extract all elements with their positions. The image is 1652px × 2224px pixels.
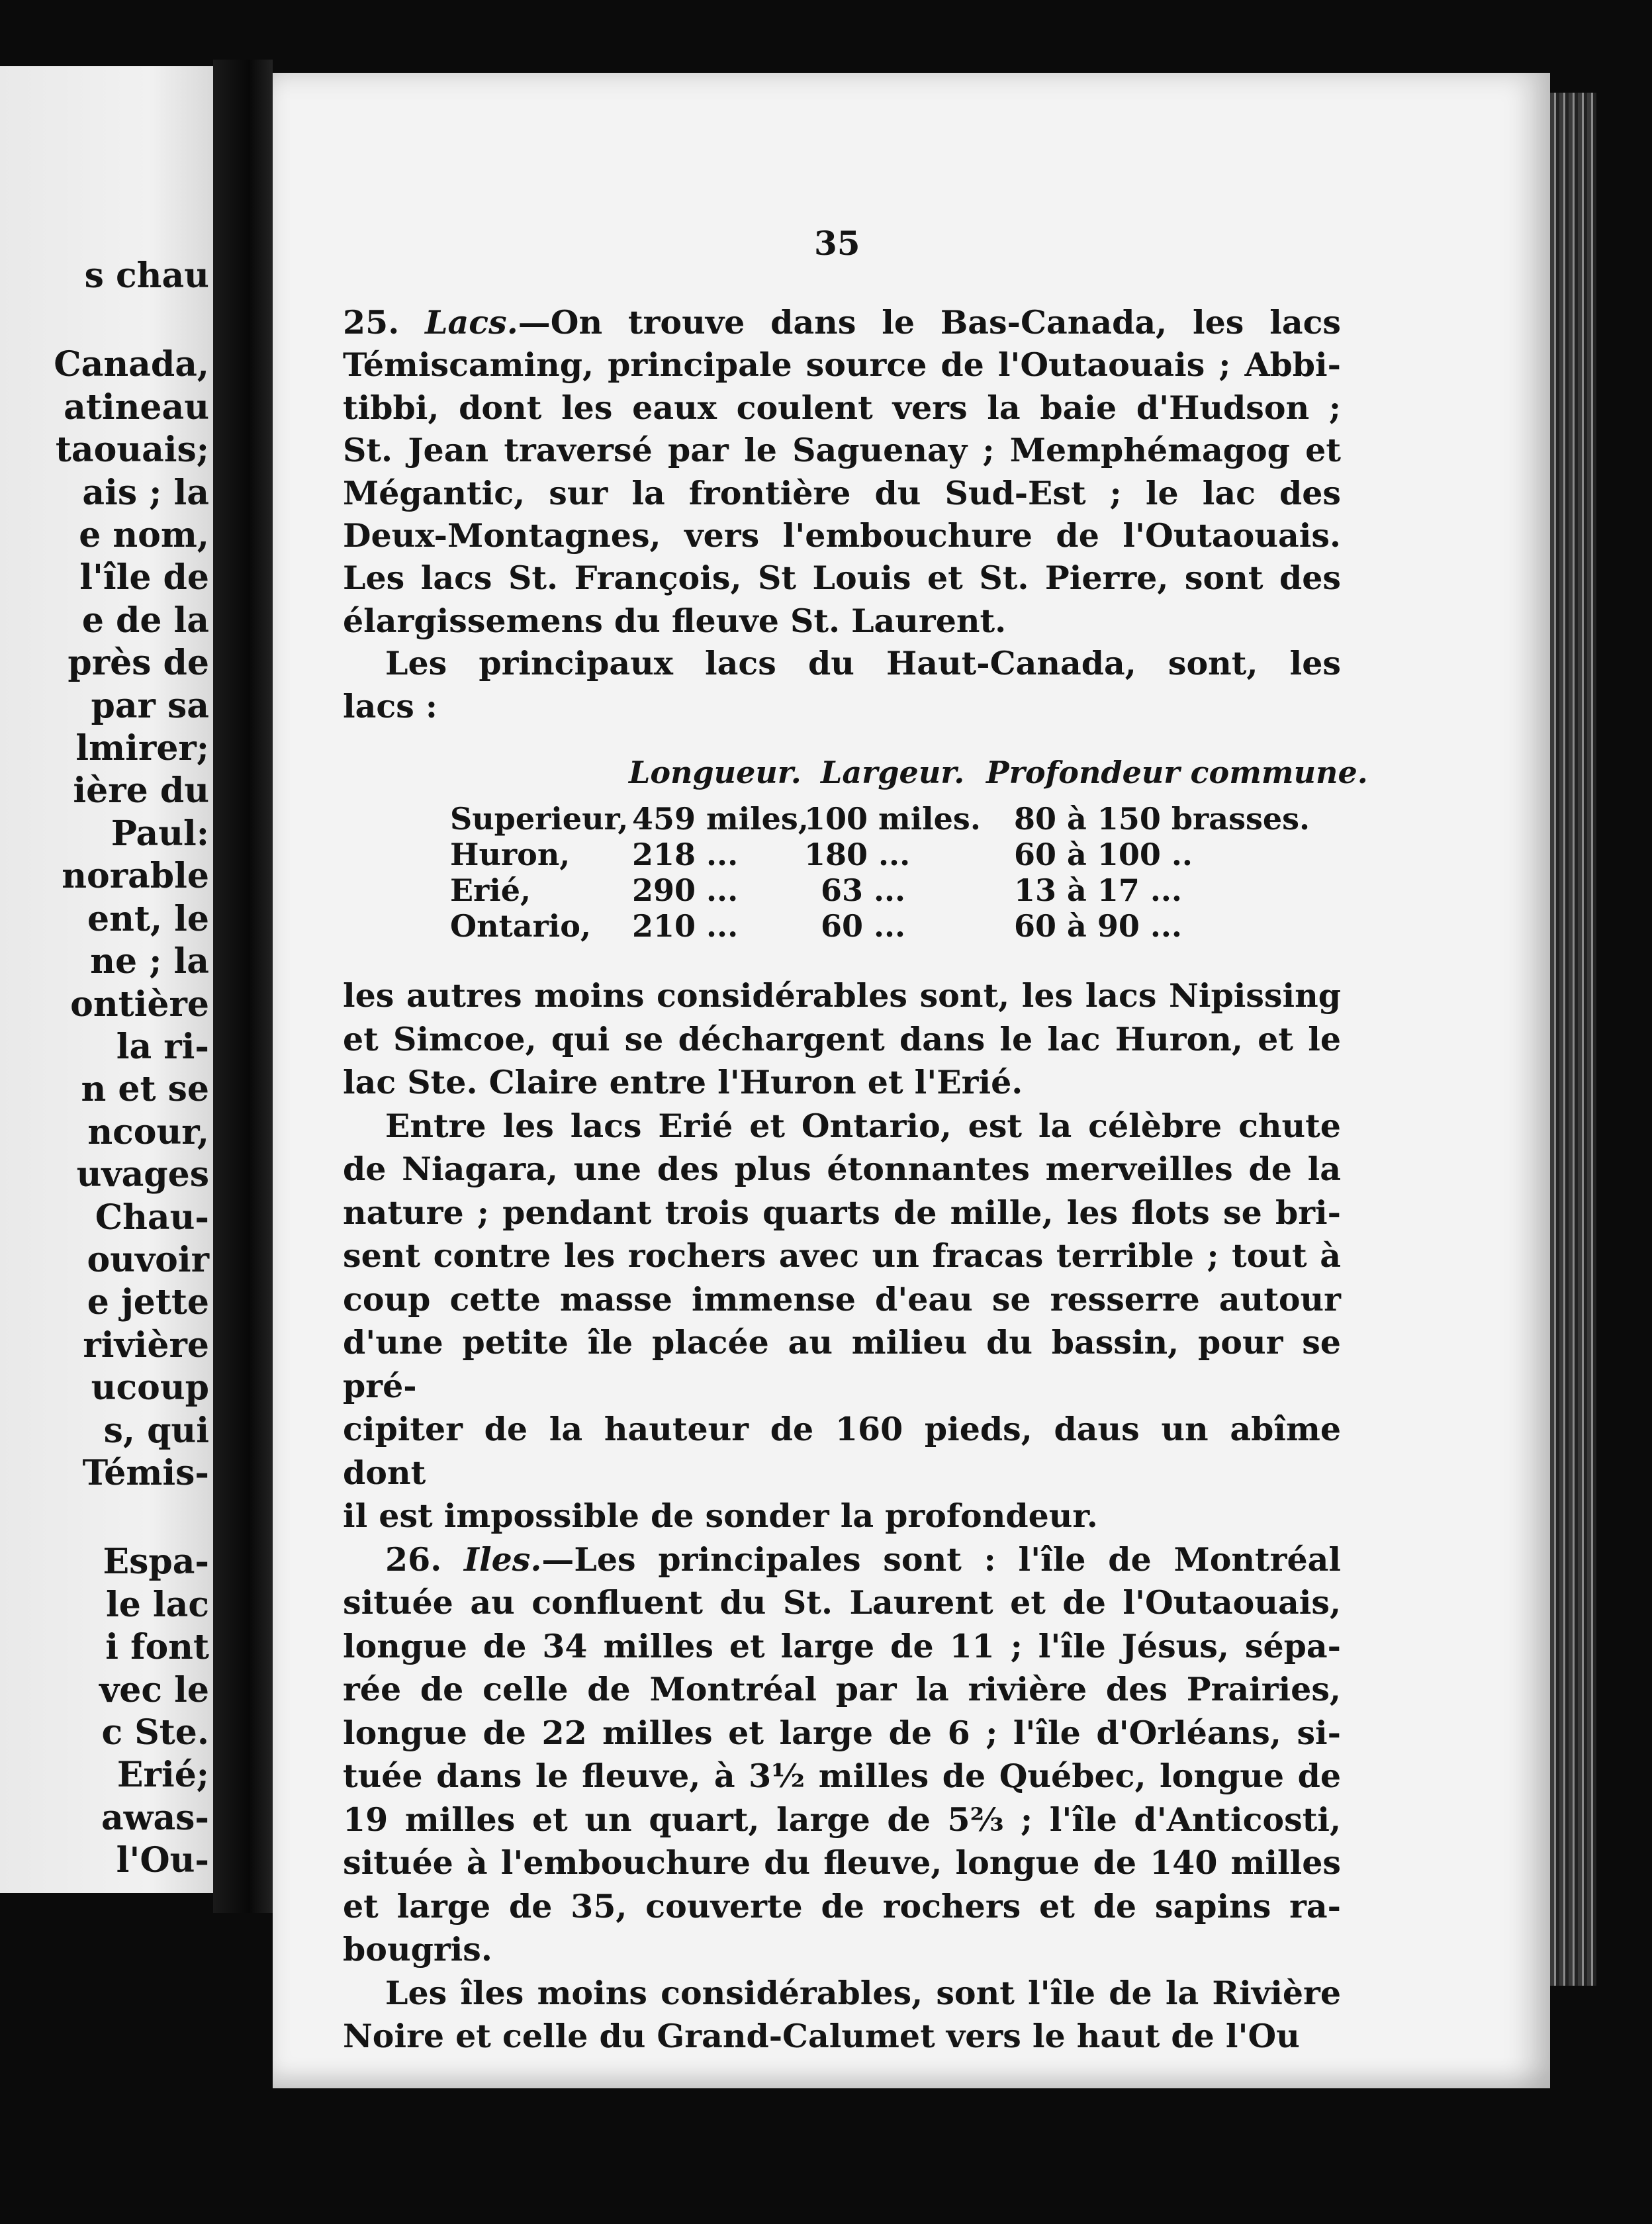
text-line: —On trouve dans le Bas-Canada, les lacs bbox=[518, 303, 1341, 342]
left-page-line: e nom, bbox=[79, 515, 209, 556]
section-26-text bbox=[343, 974, 1341, 2059]
lake-name: Huron, bbox=[450, 837, 571, 872]
text-line: tuée dans le fleuve, à 3½ milles de Québec, longue de bbox=[343, 1757, 1341, 1795]
text-line: Deux-Montagnes, vers l'embouchure de l'Outaouais. bbox=[343, 516, 1341, 555]
lake-length: 218 ... bbox=[632, 837, 739, 872]
lake-width: 63 ... bbox=[821, 872, 906, 908]
lake-width: 60 ... bbox=[821, 908, 906, 944]
left-page-line: s, qui bbox=[103, 1410, 209, 1451]
lake-name: Superieur, bbox=[450, 801, 629, 837]
text-line: il est impossible de sonder la profondeur. bbox=[343, 1497, 1098, 1535]
left-page-line: par sa bbox=[91, 685, 209, 726]
text-line: Les îles moins considérables, sont l'île de la Rivière bbox=[385, 1973, 1341, 2012]
left-page-line: Chau- bbox=[95, 1197, 209, 1238]
left-page-line: Espa- bbox=[103, 1542, 209, 1583]
text-line: bougris. bbox=[343, 1930, 492, 1969]
lake-name: Ontario, bbox=[450, 908, 591, 944]
left-page-text bbox=[54, 255, 209, 1882]
text-line: d'une petite île placée au milieu du bassin, pour se pré- bbox=[343, 1323, 1341, 1405]
text-line: de Niagara, une des plus étonnantes merveilles de la bbox=[343, 1150, 1341, 1188]
left-page-line: atineau bbox=[64, 387, 209, 428]
left-page-fragment bbox=[0, 66, 213, 1893]
table-header-width: Largeur. bbox=[821, 755, 965, 790]
text-line: située au confluent du St. Laurent et de l'Outaouais, bbox=[343, 1583, 1341, 1622]
lake-length: 210 ... bbox=[632, 908, 739, 944]
left-page-line: ais ; la bbox=[82, 472, 209, 513]
text-line: longue de 34 milles et large de 11 ; l'île Jésus, sépa- bbox=[343, 1626, 1341, 1665]
text-line: Noire et celle du Grand-Calumet vers le haut de l'Ou bbox=[343, 2017, 1300, 2055]
left-page-line: taouais; bbox=[55, 430, 209, 471]
section-26-first-line bbox=[343, 1538, 1341, 1582]
left-page-line: l'île de bbox=[79, 557, 209, 598]
text-line: —Les principales sont : l'île de Montréal bbox=[541, 1540, 1341, 1579]
section-25-first-line bbox=[343, 301, 1341, 344]
text-line: Les principaux lacs du Haut-Canada, sont, les bbox=[385, 644, 1341, 683]
text-line: 19 milles et un quart, large de 5⅔ ; l'île d'Anticosti, bbox=[343, 1800, 1341, 1839]
page-edges bbox=[1550, 93, 1596, 1986]
page-number: 35 bbox=[814, 224, 860, 263]
left-page-line: vec le bbox=[99, 1669, 209, 1710]
lake-depth: 60 à 90 ... bbox=[1014, 908, 1182, 944]
table-header-length: Longueur. bbox=[629, 755, 802, 790]
text-line: nature ; pendant trois quarts de mille, les flots se bri- bbox=[343, 1193, 1341, 1232]
text-line: Témiscaming, principale source de l'Outaouais ; Abbi- bbox=[343, 346, 1341, 385]
section-heading: Iles. bbox=[464, 1540, 542, 1579]
left-page-line: Témis- bbox=[82, 1452, 209, 1493]
text-line: Mégantic, sur la frontière du Sud-Est ; le lac des bbox=[343, 473, 1341, 512]
left-page-line: n et se bbox=[81, 1069, 209, 1110]
section-heading: Lacs. bbox=[425, 303, 518, 342]
text-line: Les lacs St. François, St Louis et St. Pierre, sont des bbox=[343, 559, 1341, 598]
book-gutter bbox=[213, 60, 273, 1913]
text-line: tibbi, dont les eaux coulent vers la baie d'Hudson ; bbox=[343, 388, 1341, 427]
text-line: Entre les lacs Erié et Ontario, est la célèbre chute bbox=[385, 1106, 1341, 1145]
left-page-line: e jette bbox=[87, 1282, 209, 1323]
section-number: 26. bbox=[385, 1540, 442, 1579]
left-page-line: c Ste. bbox=[101, 1712, 209, 1753]
left-page-line: e de la bbox=[81, 600, 209, 641]
text-line: élargissemens du fleuve St. Laurent. bbox=[343, 601, 1007, 640]
text-line: lacs : bbox=[343, 686, 437, 725]
lake-length: 459 miles, bbox=[632, 801, 809, 837]
left-page-line: Canada, bbox=[54, 344, 209, 385]
section-25-text bbox=[343, 301, 1341, 727]
left-page-line: norable bbox=[62, 856, 209, 897]
left-page-line: ucoup bbox=[91, 1367, 209, 1409]
left-page-line: uvages bbox=[76, 1154, 209, 1195]
left-page-line: lmirer; bbox=[75, 728, 209, 769]
left-page-line: ne ; la bbox=[90, 941, 209, 982]
text-line: coup cette masse immense d'eau se resserre autour bbox=[343, 1279, 1341, 1319]
left-page-line: ontière bbox=[70, 984, 209, 1025]
left-page-line: l'Ou- bbox=[116, 1840, 209, 1881]
text-line: sent contre les rochers avec un fracas terrible ; tout à bbox=[343, 1236, 1341, 1275]
text-line: les autres moins considérables sont, les lacs Nipissing bbox=[343, 976, 1341, 1015]
left-page-line: Erié; bbox=[116, 1755, 209, 1796]
text-line: longue de 22 milles et large de 6 ; l'île d'Orléans, si- bbox=[343, 1713, 1341, 1752]
lake-width: 100 miles. bbox=[804, 801, 981, 837]
left-page-line: près de bbox=[68, 643, 209, 684]
section-number: 25. bbox=[343, 303, 400, 342]
left-page-line: rivière bbox=[83, 1324, 209, 1366]
left-page-line bbox=[54, 1495, 209, 1541]
text-line: rée de celle de Montréal par la rivière des Prairies, bbox=[343, 1670, 1341, 1708]
left-page-line: awas- bbox=[101, 1797, 209, 1838]
left-page-line: la ri- bbox=[116, 1026, 209, 1067]
left-page-line: le lac bbox=[105, 1584, 209, 1625]
text-line: et Simcoe, qui se déchargent dans le lac Huron, et le bbox=[343, 1019, 1341, 1058]
text-line: St. Jean traversé par le Saguenay ; Memphémagog et bbox=[343, 431, 1341, 470]
left-page-line: ouvoir bbox=[87, 1239, 209, 1280]
lake-depth: 60 à 100 .. bbox=[1014, 837, 1193, 872]
text-line: située à l'embouchure du fleuve, longue de 140 milles bbox=[343, 1843, 1341, 1882]
left-page-line: i font bbox=[105, 1627, 209, 1668]
table-header-depth: Profondeur commune. bbox=[986, 755, 1368, 790]
lake-depth: 13 à 17 ... bbox=[1014, 872, 1182, 908]
left-page-line: ncour, bbox=[87, 1111, 209, 1152]
left-page-line: s chau bbox=[84, 255, 209, 296]
lake-length: 290 ... bbox=[632, 872, 739, 908]
text-line: cipiter de la hauteur de 160 pieds, daus un abîme dont bbox=[343, 1410, 1341, 1492]
lake-width: 180 ... bbox=[804, 837, 911, 872]
text-line: lac Ste. Claire entre l'Huron et l'Erié. bbox=[343, 1063, 1023, 1101]
lake-depth: 80 à 150 brasses. bbox=[1014, 801, 1310, 837]
left-page-line: Paul: bbox=[111, 813, 209, 854]
lake-name: Erié, bbox=[450, 872, 531, 908]
left-page-line: ent, le bbox=[87, 898, 209, 939]
left-page-line: ière du bbox=[73, 770, 209, 811]
text-line: et large de 35, couverte de rochers et de sapins ra- bbox=[343, 1886, 1341, 1925]
left-page-line bbox=[54, 297, 209, 344]
